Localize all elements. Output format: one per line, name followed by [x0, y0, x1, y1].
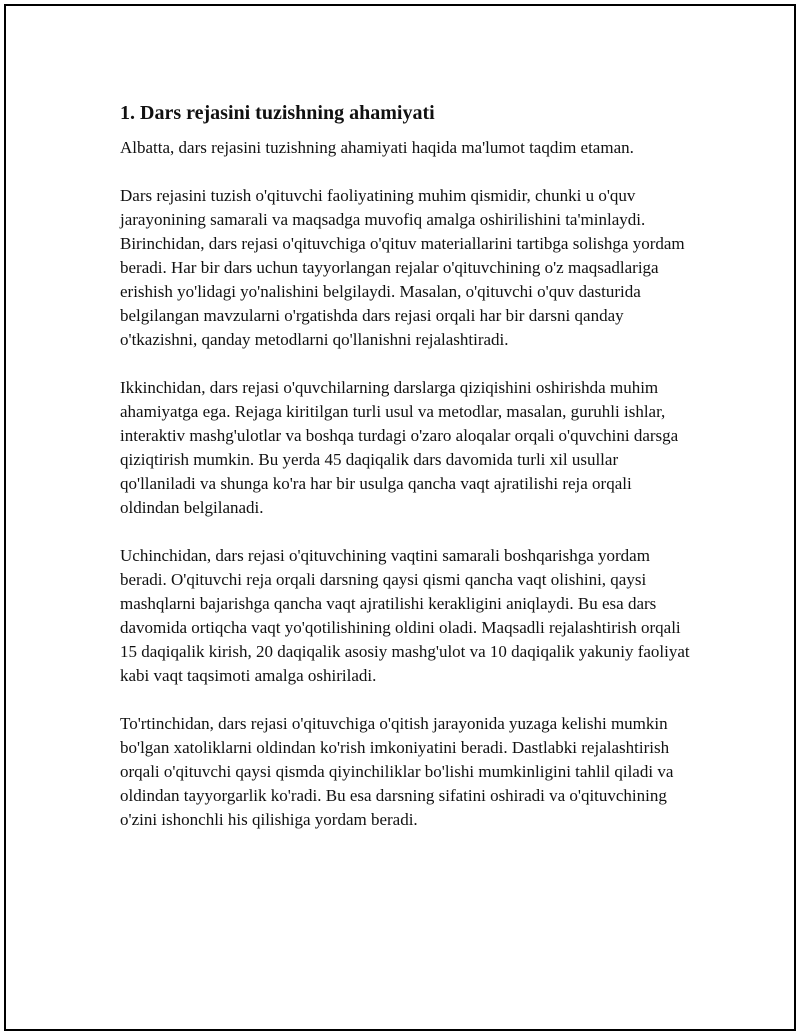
paragraph-first: Dars rejasini tuzish o'qituvchi faoliyatining muhim qismidir, chunki u o'quv jarayonining samarali va maqsadga muvofiq amalga oshirilishini ta'minlaydi. Birinchidan, dars rejasi o'qituvchiga o'qituv materiallarini tartibga solishga yordam beradi. Har bir dars uchun tayyorlangan rejalar o'qituvchining o'z maqsadlariga erishish yo'lidagi yo'nalishini belgilaydi. Masalan, o'qituvchi o'quv dasturida belgilangan mavzularni o'rgatishda dars rejasi orqali har bir darsni qanday o'tkazishni, qanday metodlarni qo'llanishni rejalashtiradi. — [120, 186, 685, 349]
paragraph-second: Ikkinchidan, dars rejasi o'quvchilarning darslarga qiziqishini oshirishda muhim ahamiyatga ega. Rejaga kiritilgan turli usul va metodlar, masalan, guruhli ishlar, interaktiv mashg'ulotlar va boshqa turdagi o'zaro aloqalar orqali o'quvchini darsga qiziqtirish mumkin. Bu yerda 45 daqiqalik dars davomida turli xil usullar qo'llaniladi va shunga ko'ra har bir usulga qancha vaqt ajratilishi reja orqali oldindan belgilanadi. — [120, 378, 679, 517]
page-frame — [4, 4, 796, 1031]
paragraph-third: Uchinchidan, dars rejasi o'qituvchining vaqtini samarali boshqarishga yordam beradi. O'qituvchi reja orqali darsning qaysi qismi qancha vaqt olishini, qaysi mashqlarni bajarishga qancha vaqt ajratilishi kerakligini aniqlaydi. Bu esa dars davomida ortiqcha vaqt yo'qotilishining oldini oladi. Maqsadli rejalashtirish orqali 15 daqiqalik kirish, 20 daqiqalik asosiy mashg'ulot va 10 daqiqalik yakuniy faoliyat kabi vaqt taqsimoti amalga oshiriladi. — [120, 546, 690, 685]
document-body — [120, 100, 692, 832]
paragraph-fourth: To'rtinchidan, dars rejasi o'qituvchiga o'qitish jarayonida yuzaga kelishi mumkin bo'lgan xatoliklarni oldindan ko'rish imkoniyatini beradi. Dastlabki rejalashtirish orqali o'qituvchi qaysi qismda qiyinchiliklar bo'lishi mumkinligini tahlil qiladi va oldindan tayyorgarlik ko'radi. Bu esa darsning sifatini oshiradi va o'qituvchining o'zini ishonchli his qilishiga yordam beradi. — [120, 714, 674, 829]
section-heading: 1. Dars rejasini tuzishning ahamiyati — [120, 102, 435, 124]
intro-sentence: Albatta, dars rejasini tuzishning ahamiyati haqida ma'lumot taqdim etaman. — [120, 138, 634, 157]
